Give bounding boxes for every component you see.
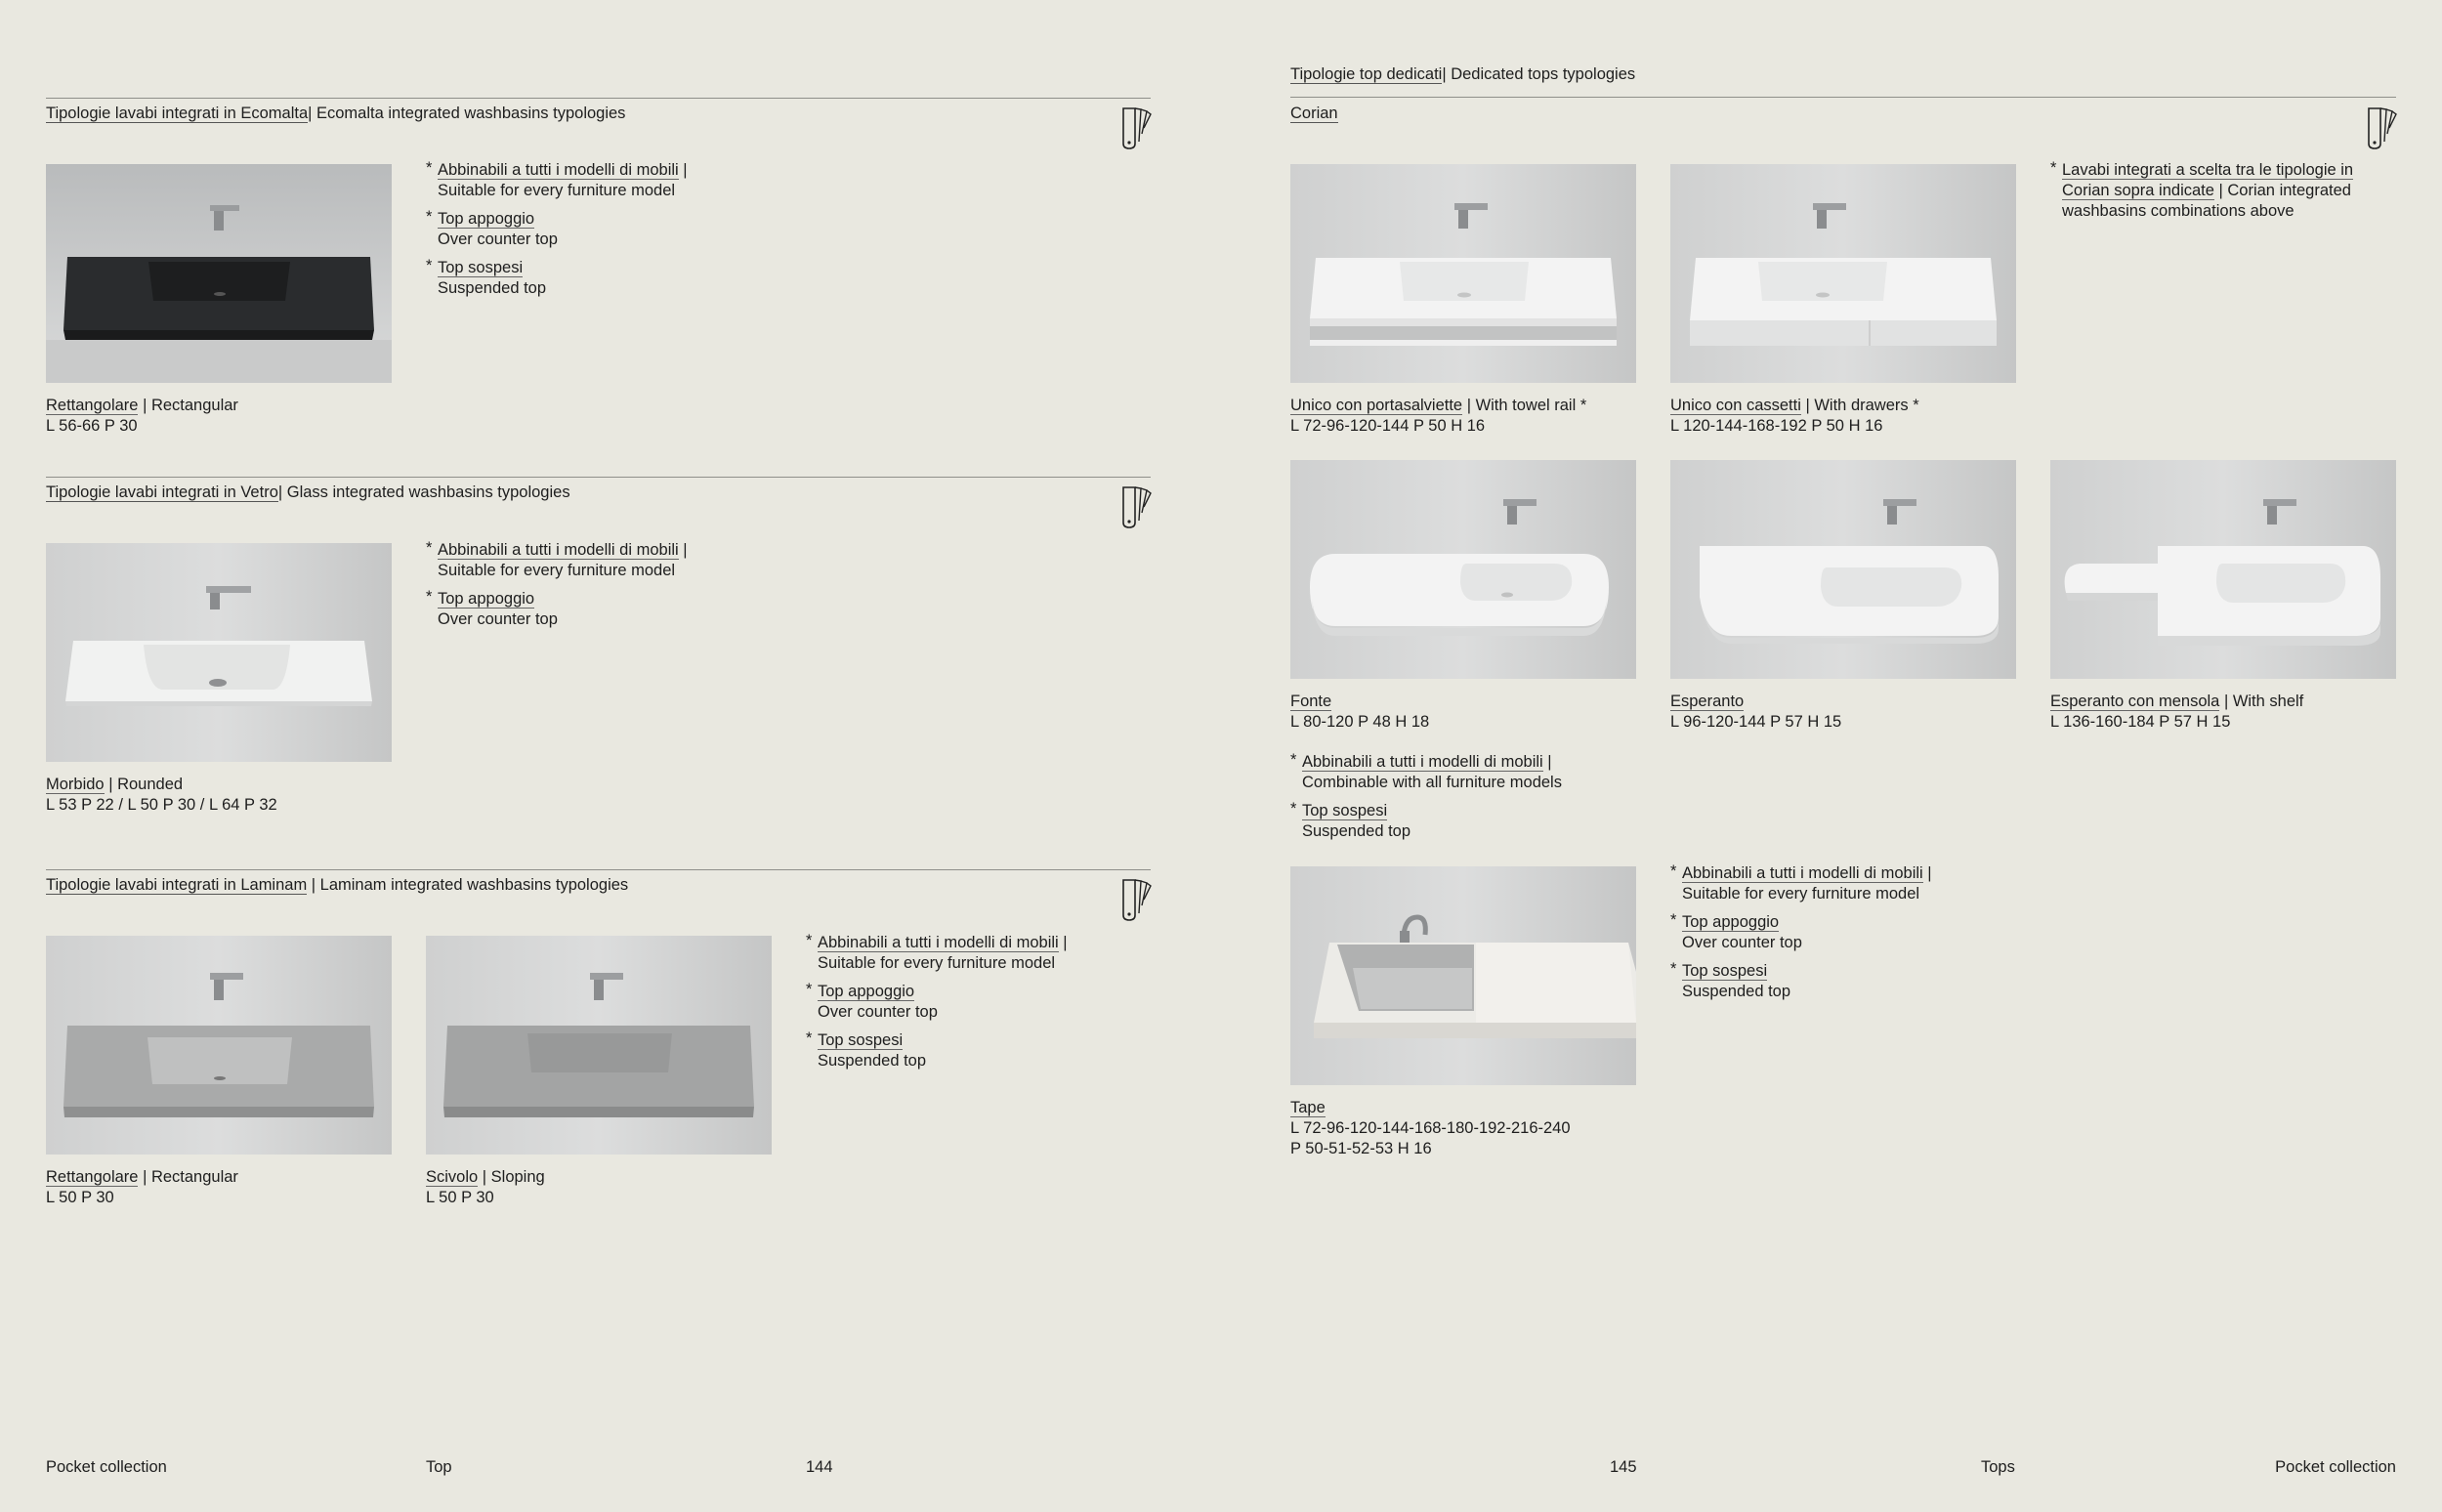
- corian-mid-notes: [1290, 752, 1562, 850]
- note-item: * Top appoggio Over counter top: [806, 981, 938, 1021]
- washbasin-swatch-icon: [1119, 483, 1153, 530]
- photo-tape: [1290, 866, 1636, 1085]
- footer-brand-right: Pocket collection: [2275, 1458, 2396, 1476]
- caption-tape: Tape L 72-96-120-144-168-180-192-216-240 P 50-51-52-53 H 16: [1290, 1099, 1571, 1157]
- photo-ecomalta-rectangular: [46, 164, 392, 383]
- photo-unico-drawers: [1670, 164, 2016, 383]
- corian-heading: Corian: [1290, 105, 1338, 122]
- tape-notes: [1670, 863, 1932, 1010]
- note-item: * Top appoggio Over counter top: [1670, 911, 1802, 951]
- section-divider: [46, 98, 1151, 99]
- page-number-left: 144: [806, 1458, 833, 1476]
- washbasin-swatch-icon: [1119, 105, 1153, 151]
- caption-laminam-rectangular: Rettangolare | Rectangular L 50 P 30: [46, 1168, 238, 1206]
- washbasin-swatch-icon: [1119, 876, 1153, 923]
- caption-fonte: Fonte L 80-120 P 48 H 18: [1290, 693, 1430, 731]
- corian-top-note: [2050, 160, 2353, 230]
- footer-section-right: Tops: [1981, 1458, 2015, 1476]
- photo-unico-towel-rail: [1290, 164, 1636, 383]
- caption-ecomalta-rectangular: Rettangolare | Rectangular L 56-66 P 30: [46, 397, 238, 435]
- note-item: * Abbinabili a tutti i modelli di mobili | Suitable for every furniture model: [426, 539, 688, 579]
- photo-laminam-rectangular: [46, 936, 392, 1155]
- note-item: * Abbinabili a tutti i modelli di mobili | Suitable for every furniture model: [426, 159, 688, 199]
- photo-esperanto-shelf: [2050, 460, 2396, 679]
- note-item: * Lavabi integrati a scelta tra le tipologie in Corian sopra indicate | Corian integrated washbasins combinations above: [2050, 159, 2354, 220]
- note-item: * Top sospesi Suspended top: [1670, 960, 1791, 1000]
- vetro-heading: Tipologie lavabi integrati in Vetro| Glass integrated washbasins typologies: [46, 483, 570, 501]
- laminam-heading: Tipologie lavabi integrati in Laminam | Laminam integrated washbasins typologies: [46, 876, 629, 894]
- caption-esperanto: Esperanto L 96-120-144 P 57 H 15: [1670, 693, 1842, 731]
- photo-laminam-sloping: [426, 936, 772, 1155]
- photo-fonte: [1290, 460, 1636, 679]
- section-divider: [1290, 97, 2396, 98]
- ecomalta-heading: Tipologie lavabi integrati in Ecomalta| Ecomalta integrated washbasins typologies: [46, 105, 626, 122]
- photo-esperanto: [1670, 460, 2016, 679]
- caption-unico-towel-rail: Unico con portasalviette | With towel rail * L 72-96-120-144 P 50 H 16: [1290, 397, 1587, 435]
- section-divider: [46, 869, 1151, 870]
- footer-section-left: Top: [426, 1458, 452, 1476]
- caption-vetro-rounded: Morbido | Rounded L 53 P 22 / L 50 P 30 / L 64 P 32: [46, 776, 277, 814]
- note-item: * Abbinabili a tutti i modelli di mobili | Combinable with all furniture models: [1290, 751, 1562, 791]
- ecomalta-notes: [426, 160, 688, 307]
- footer-brand-left: Pocket collection: [46, 1458, 167, 1476]
- note-item: * Top sospesi Suspended top: [806, 1029, 927, 1070]
- note-item: * Top appoggio Over counter top: [426, 588, 558, 628]
- note-item: * Abbinabili a tutti i modelli di mobili | Suitable for every furniture model: [1670, 862, 1932, 903]
- photo-vetro-rounded: [46, 543, 392, 762]
- caption-unico-drawers: Unico con cassetti | With drawers * L 120-144-168-192 P 50 H 16: [1670, 397, 1919, 435]
- laminam-notes: [806, 933, 1068, 1079]
- vetro-notes: [426, 540, 688, 638]
- note-item: * Top sospesi Suspended top: [426, 257, 547, 297]
- note-item: * Abbinabili a tutti i modelli di mobili | Suitable for every furniture model: [806, 932, 1068, 972]
- note-item: * Top appoggio Over counter top: [426, 208, 558, 248]
- page-number-right: 145: [1610, 1458, 1637, 1476]
- note-item: * Top sospesi Suspended top: [1290, 800, 1411, 840]
- caption-esperanto-shelf: Esperanto con mensola | With shelf L 136-160-184 P 57 H 15: [2050, 693, 2304, 731]
- caption-laminam-sloping: Scivolo | Sloping L 50 P 30: [426, 1168, 545, 1206]
- section-divider: [46, 477, 1151, 478]
- washbasin-swatch-icon: [2365, 105, 2398, 151]
- dedicated-tops-heading: Tipologie top dedicati| Dedicated tops typologies: [1290, 65, 1636, 83]
